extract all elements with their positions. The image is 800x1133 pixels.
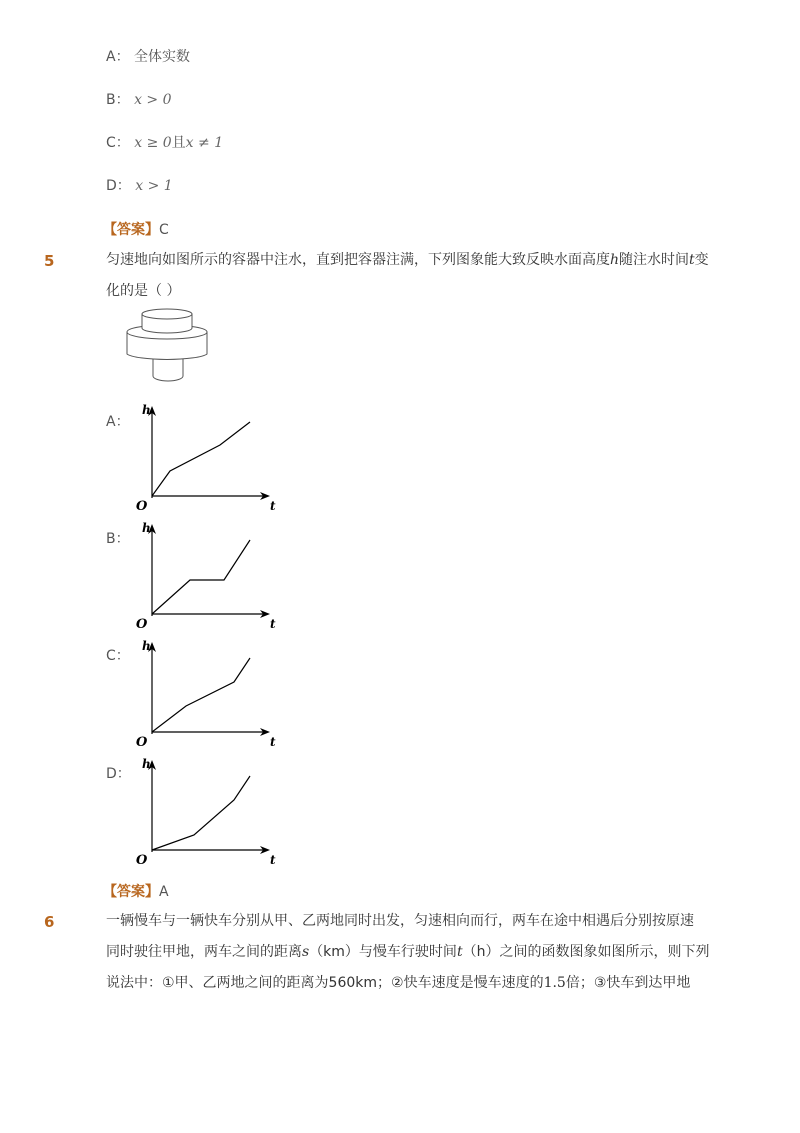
var-t: t (456, 944, 463, 960)
graph-line (152, 540, 250, 614)
x-label: t (270, 499, 276, 513)
question-number: 6 (44, 913, 55, 931)
option-letter: A： (106, 49, 130, 65)
x-label: t (270, 853, 276, 867)
answer-line-q5 (103, 881, 169, 901)
graph-a (130, 398, 290, 516)
origin-label: O (136, 499, 148, 514)
y-label: h (142, 403, 151, 417)
x-label: t (270, 617, 276, 631)
answer-tag: 【答案】 (103, 222, 159, 238)
graph-c (130, 634, 290, 752)
origin-label: O (136, 853, 148, 868)
option-expression-b: x ≠ 1 (185, 135, 224, 151)
container-figure (124, 306, 210, 384)
answer-tag: 【答案】 (103, 884, 159, 900)
option-letter: C： (106, 648, 130, 664)
option-letter: C： (106, 135, 130, 151)
graph-b (130, 516, 290, 634)
answer-value: A (159, 884, 169, 900)
option-a[interactable] (106, 411, 130, 431)
option-letter: B： (106, 92, 130, 108)
question-text: 匀速地向如图所示的容器中注水，直到把容器注满，下列图象能大致反映水面高度h随注水时间t变 化的是（ ） (106, 252, 709, 299)
graph-d (130, 752, 290, 870)
option-joiner: 且 (171, 135, 186, 151)
y-label: h (142, 521, 151, 535)
var-s: s (302, 944, 310, 960)
var-t: t (689, 252, 695, 268)
option-a[interactable] (106, 46, 190, 66)
var-h: h (610, 252, 620, 268)
option-d[interactable] (106, 175, 173, 195)
option-expression: x > 1 (135, 178, 173, 194)
option-expression: x > 0 (134, 92, 172, 108)
option-c[interactable] (106, 132, 223, 152)
question-number: 5 (44, 252, 55, 270)
option-letter: A： (106, 414, 130, 430)
answer-value: C (159, 222, 169, 238)
answer-line-q4 (103, 219, 169, 239)
graph-line (152, 658, 250, 732)
option-d[interactable] (106, 763, 131, 783)
option-letter: B： (106, 531, 130, 547)
graph-line (152, 422, 250, 496)
option-b[interactable] (106, 89, 172, 109)
origin-label: O (136, 735, 148, 750)
option-expression-a: x ≥ 0 (134, 135, 172, 151)
option-letter: D： (106, 178, 131, 194)
question-text: 一辆慢车与一辆快车分别从甲、乙两地同时出发，匀速相向而行，两车在途中相遇后分别按原速 同时驶往甲地，两车之间的距离s（km）与慢车行驶时间t（h）之间的函数图象如图所示，则下列 说法中：①甲、乙两地之间的距离为560km；②快车速度是慢车速度的1.5倍；③快车到达甲地 (106, 913, 710, 991)
y-label: h (142, 757, 151, 771)
x-label: t (270, 735, 276, 749)
option-b[interactable] (106, 528, 130, 548)
option-c[interactable] (106, 645, 130, 665)
origin-label: O (136, 617, 148, 632)
graph-line (152, 776, 250, 850)
y-label: h (142, 639, 151, 653)
option-letter: D： (106, 766, 131, 782)
option-text: 全体实数 (134, 49, 191, 65)
